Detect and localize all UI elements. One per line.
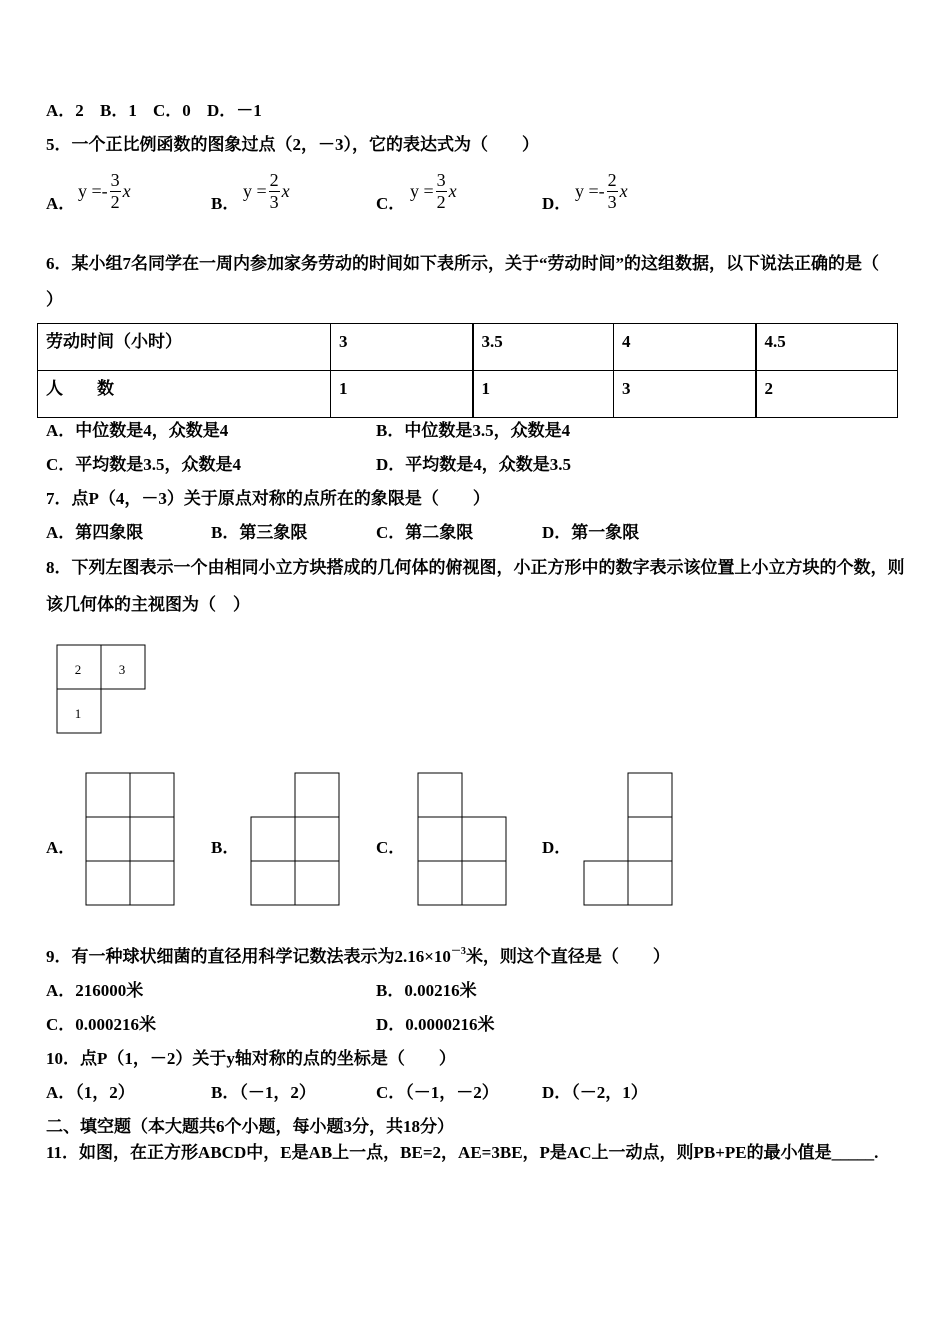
formula-variable: x: [281, 181, 290, 201]
q8-option-c-front-view: [417, 772, 509, 908]
q6-option-d: D．平均数是4，众数是3.5: [376, 455, 572, 474]
table-cell: 4.5: [756, 324, 898, 371]
front-view-cube-square: [628, 861, 672, 905]
q8-option-b-front-view: [250, 772, 342, 908]
q9-option-a: A．216000米: [46, 981, 144, 1000]
front-view-cube-square: [418, 861, 462, 905]
q8-option-c-label: C．: [376, 838, 406, 857]
option-label: D．: [207, 101, 237, 120]
fraction-numerator: 3: [110, 170, 120, 190]
q8-option-a-label: A．: [46, 838, 76, 857]
formula-lhs: y =-: [575, 181, 605, 201]
q4-option-d: [207, 100, 262, 122]
formula-variable: x: [122, 181, 131, 201]
fraction: [607, 170, 618, 213]
option-value: －1: [236, 101, 262, 120]
table-cell: 3: [331, 324, 473, 371]
table-row: [38, 324, 898, 371]
q8-option-d-front-view: [583, 772, 675, 908]
table-cell: 3.5: [473, 324, 614, 371]
table-cell: 3: [614, 371, 756, 418]
q6-stem-end: ）: [46, 290, 63, 309]
option-value: 1: [128, 101, 137, 120]
q5-option-c-formula: [410, 170, 457, 213]
q9-option-d: D．0.0000216米: [376, 1015, 495, 1034]
table-cell: 2: [756, 371, 898, 418]
q7-option-a: A．第四象限: [46, 523, 144, 542]
front-view-cube-square: [418, 773, 462, 817]
q5-option-d-formula: [575, 170, 628, 213]
table-row-header: 劳动时间（小时）: [38, 324, 331, 371]
q10-option-d: D．（－2，1）: [542, 1083, 648, 1102]
front-view-cube-square: [462, 861, 506, 905]
front-view-cube-square: [130, 773, 174, 817]
top-view-cube-count: 2: [74, 662, 82, 677]
formula-lhs: y =: [243, 181, 267, 201]
formula-variable: x: [448, 181, 457, 201]
front-view-cube-square: [86, 861, 130, 905]
q11-stem: 11．如图，在正方形ABCD中，E是AB上一点，BE=2，AE=3BE，P是AC上一动点，则PB+PE的最小值是_____.: [46, 1143, 879, 1162]
formula-lhs: y =: [410, 181, 434, 201]
front-view-cube-square: [130, 861, 174, 905]
fraction-denominator: 2: [436, 192, 446, 212]
q7-stem: 7．点P（4，－3）关于原点对称的点所在的象限是（ ）: [46, 489, 490, 508]
q5-option-a-formula: [78, 170, 131, 213]
option-value: 0: [182, 101, 191, 120]
option-label: C．: [153, 101, 183, 120]
fraction-numerator: 3: [436, 170, 446, 190]
fraction: [269, 170, 280, 213]
top-view-cube-count: 3: [118, 662, 126, 677]
top-view-cube-count: 1: [74, 706, 82, 721]
q10-stem: 10．点P（1，－2）关于y轴对称的点的坐标是（ ）: [46, 1049, 456, 1068]
q5-option-c-label: C．: [376, 194, 406, 213]
top-view-figure: [56, 644, 148, 736]
section-heading: 二、填空题（本大题共6个小题，每小题3分，共18分）: [46, 1117, 454, 1136]
q5-option-b-formula: [243, 170, 290, 213]
q9-option-b: B．0.00216米: [376, 981, 477, 1000]
q9-stem-before: 9．有一种球状细菌的直径用科学记数法表示为2.16×10: [46, 947, 451, 966]
option-value: 2: [75, 101, 84, 120]
fraction-denominator: 3: [269, 192, 279, 212]
front-view-cube-square: [251, 817, 295, 861]
option-label: B．: [100, 101, 129, 120]
table-cell: 4: [614, 324, 756, 371]
front-view-cube-square: [86, 773, 130, 817]
front-view-cube-square: [295, 817, 339, 861]
q8-option-b-label: B．: [211, 838, 240, 857]
q4-option-a: [46, 100, 84, 122]
q6-stem: 6．某小组7名同学在一周内参加家务劳动的时间如下表所示，关于“劳动时间”的这组数据，以下说法正确的是（: [46, 254, 879, 273]
q9-exponent: －3: [450, 946, 466, 957]
q5-option-a-label: A．: [46, 194, 76, 213]
q10-option-b: B．（－1，2）: [211, 1083, 316, 1102]
q8-option-a-front-view: [85, 772, 177, 908]
table-cell: 1: [331, 371, 473, 418]
front-view-cube-square: [462, 817, 506, 861]
labor-time-table: [37, 323, 898, 418]
option-label: A．: [46, 101, 76, 120]
q7-option-d: D．第一象限: [542, 523, 640, 542]
front-view-cube-square: [130, 817, 174, 861]
q4-option-c: [153, 100, 191, 122]
formula-variable: x: [619, 181, 628, 201]
q6-option-a: A．中位数是4，众数是4: [46, 421, 229, 440]
fraction-denominator: 3: [607, 192, 617, 212]
q5-option-b-label: B．: [211, 194, 240, 213]
q8-stem-line2: 该几何体的主视图为（ ）: [46, 595, 250, 614]
q5-stem: 5．一个正比例函数的图象过点（2，－3），它的表达式为（ ）: [46, 135, 539, 154]
q4-option-b: [100, 100, 137, 122]
table-row-header: 人 数: [38, 371, 331, 418]
fraction-denominator: 2: [110, 192, 120, 212]
q8-stem-line1: 8．下列左图表示一个由相同小立方块搭成的几何体的俯视图，小正方形中的数字表示该位置上小立方块的个数，则: [46, 558, 905, 577]
q10-option-a: A．（1，2）: [46, 1083, 135, 1102]
table-cell: 1: [473, 371, 614, 418]
fraction-numerator: 2: [269, 170, 279, 190]
q6-option-b: B．中位数是3.5，众数是4: [376, 421, 571, 440]
front-view-cube-square: [251, 861, 295, 905]
front-view-cube-square: [86, 817, 130, 861]
front-view-cube-square: [628, 817, 672, 861]
front-view-cube-square: [584, 861, 628, 905]
q9-option-c: C．0.000216米: [46, 1015, 157, 1034]
q9-stem: [46, 946, 670, 968]
front-view-cube-square: [295, 861, 339, 905]
q6-option-c: C．平均数是3.5，众数是4: [46, 455, 242, 474]
q5-option-d-label: D．: [542, 194, 572, 213]
table-row: [38, 371, 898, 418]
formula-lhs: y =-: [78, 181, 108, 201]
q7-option-c: C．第二象限: [376, 523, 474, 542]
q9-stem-after: 米，则这个直径是（ ）: [465, 947, 670, 966]
front-view-cube-square: [418, 817, 462, 861]
q10-option-c: C．（－1，－2）: [376, 1083, 499, 1102]
fraction: [436, 170, 447, 213]
fraction-numerator: 2: [607, 170, 617, 190]
q8-option-d-label: D．: [542, 838, 572, 857]
fraction: [110, 170, 121, 213]
front-view-cube-square: [295, 773, 339, 817]
q7-option-b: B．第三象限: [211, 523, 308, 542]
front-view-cube-square: [628, 773, 672, 817]
